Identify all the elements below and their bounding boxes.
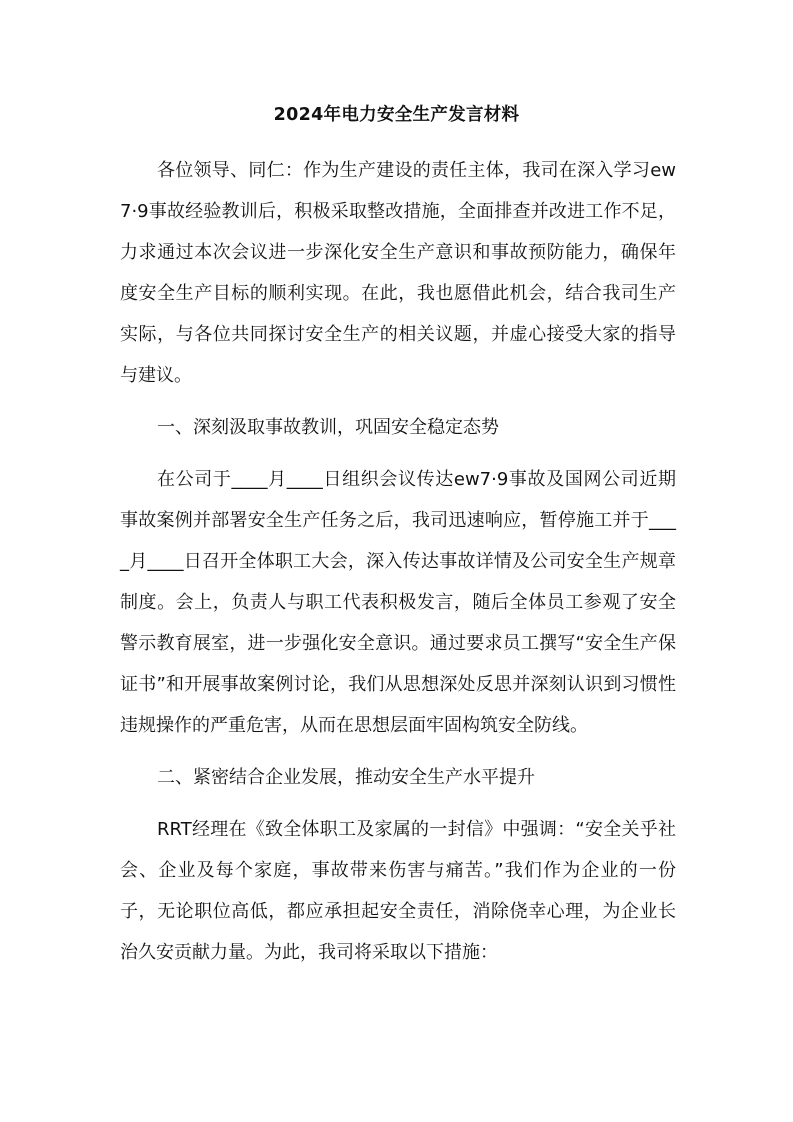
section-heading-1: 一、深刻汲取事故教训，巩固安全稳定态势 bbox=[157, 417, 499, 438]
section-1-paragraph: 在公司于____月____日组织会议传达ew7·9事故及国网公司近期事故案例并部署安全生产任务之后，我司迅速响应，暂停施工并于____月____日召开全体职工大会，深入传达事故详情及公司安全生产规章制度。会上，负责人与职工代表积极发言，随后全体员工参观了安全警示教育展室，进一步强化安全意识。通过要求员工撰写“安全生产保证书”和开展事故案例讨论，我们从思想深处反思并深刻认识到习惯性违规操作的严重危害，从而在思想层面牢固构筑安全防线。 bbox=[120, 469, 676, 736]
opening-paragraph: 各位领导、同仁：作为生产建设的责任主体，我司在深入学习ew7·9事故经验教训后，积极采取整改措施，全面排查并改进工作不足，力求通过本次会议进一步深化安全生产意识和事故预防能力，确保年度安全生产目标的顺利实现。在此，我也愿借此机会，结合我司生产实际，与各位共同探讨安全生产的相关议题，并虚心接受大家的指导与建议。 bbox=[120, 160, 676, 386]
document-title: 2024年电力安全生产发言材料 bbox=[273, 105, 520, 125]
section-heading-2: 二、紧密结合企业发展，推动安全生产水平提升 bbox=[157, 767, 535, 788]
document-body bbox=[120, 150, 676, 973]
section-2-paragraph: RRT经理在《致全体职工及家属的一封信》中强调：“安全关乎社会、企业及每个家庭，事故带来伤害与痛苦。”我们作为企业的一份子，无论职位高低，都应承担起安全责任，消除侥幸心理，为企业长治久安贡献力量。为此，我司将采取以下措施： bbox=[120, 819, 676, 963]
